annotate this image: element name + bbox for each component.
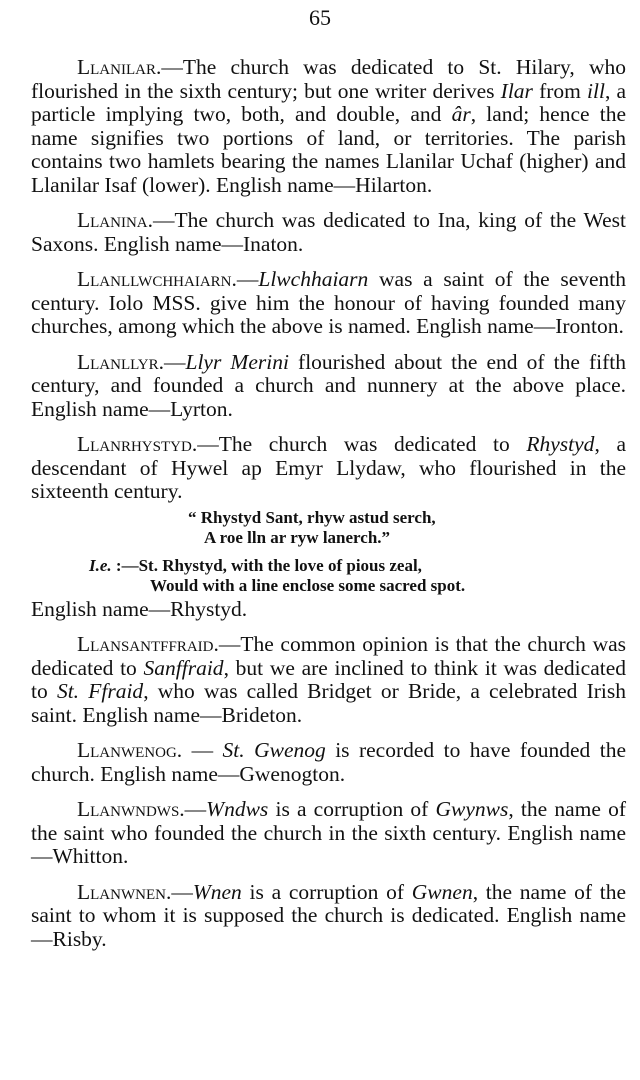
entry-heading: Llanwndws [77, 797, 180, 821]
entry-llanrhystyd: Llanrhystyd.—The church was dedicated to Rhystyd, a descendant of Hywel ap Emyr Llydaw, who flourished in the sixteenth century. [31, 432, 627, 503]
entry-heading: Llanllyr [77, 349, 159, 374]
entry-llanllyr: Llanllyr.—Llyr Merini flourished about the end of the fifth century, and founded a church and nunnery at the above place. English name—Lyrton. [31, 349, 626, 421]
entry-heading: Llansantffraid [77, 632, 214, 656]
entry-llansantffraid: Llansantffraid.—The common opinion is that the church was dedicated to Sanffraid, but we are inclined to think it was dedicated to St. Ffraid, who was called Bridget or Bride, a celebrated Irish saint. English name—Brideton. [31, 632, 627, 727]
entry-heading: Llanwenog [77, 738, 177, 762]
entry-llanwnen: Llanwnen.—Wnen is a corruption of Gwnen, the name of the saint to whom it is supposed the church is dedicated. English name—Risby. [31, 879, 626, 951]
entry-llanwenog: Llanwenog. — St. Gwenog is recorded to have founded the church. English name—Gwenogton. [31, 738, 626, 786]
translation-line: Would with a line enclose some sacred spot. [150, 575, 466, 595]
verse-translation [31, 556, 626, 596]
entry-llanwndws: Llanwndws.—Wndws is a corruption of Gwynws, the name of the saint who founded the church in the sixth century. English name—Whitton. [31, 797, 626, 868]
entry-continuation: English name—Rhystyd. [31, 596, 248, 621]
translation-label: I.e. [89, 555, 112, 575]
entry-heading: Llanwnen [77, 879, 166, 904]
entry-heading: Llanllwchhaiarn [77, 267, 232, 291]
entry-llanilar: Llanilar.—The church was dedicated to St. Hilary, who flourished in the sixth century; but one writer derives Ilar from ill, a particle implying two, both, and double, and âr, land; hence the name signifies two portions of land, or territories. The parish contains two hamlets bearing the names Llanilar Uchaf (higher) and Llanilar Isaf (lower). English name—Hilarton. [31, 55, 627, 197]
entry-heading: Llanilar [77, 55, 156, 79]
translation-line: I.e. :—St. Rhystyd, with the love of pious zeal, [89, 555, 422, 575]
entry-llanina: Llanina.—The church was dedicated to Ina, king of the West Saxons. English name—Inaton. [31, 208, 626, 256]
entry-heading: Llanina [77, 208, 148, 232]
quoted-verse [31, 508, 626, 548]
entry-heading: Llanrhystyd [77, 432, 192, 456]
entry-llanllwchhaiarn: Llanllwchhaiarn.—Llwchhaiarn was a saint of the seventh century. Iolo MSS. give him the honour of having founded many churches, among which the above is named. English name—Ironton. [31, 267, 626, 338]
verse-line: A roe lln ar ryw lanerch.” [204, 527, 391, 547]
page-body [31, 56, 626, 963]
page-number: 65 [309, 5, 331, 30]
verse-line: “ Rhystyd Sant, rhyw astud serch, [188, 507, 436, 527]
